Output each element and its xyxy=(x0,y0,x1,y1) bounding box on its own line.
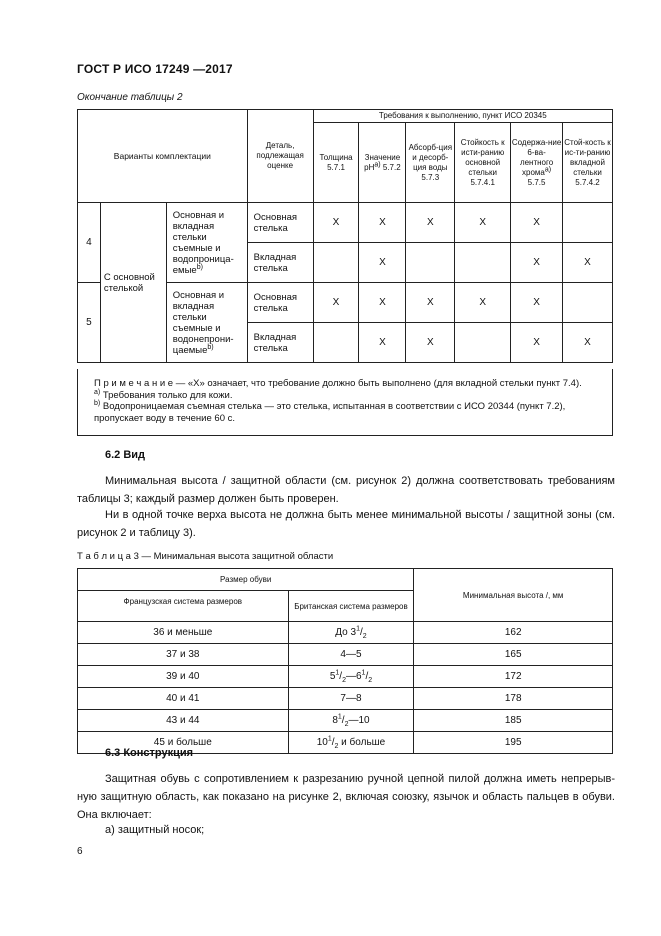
min-height: 165 xyxy=(414,644,613,666)
mark-cell: X xyxy=(406,323,455,363)
col-variants-header: Варианты комплектации xyxy=(78,110,248,203)
min-height: 195 xyxy=(414,732,613,754)
mark-cell: X xyxy=(359,203,406,243)
mark-cell xyxy=(455,323,511,363)
note-b: $^{b)}$ Водопроницаемая съемная стелька — это стелька, испытанная в соответствии с ИСО 20344 (пункт 7.2), пропускает воду в течение 60 с. xyxy=(94,399,566,424)
french-size: 39 и 40 xyxy=(78,666,289,688)
detail-label: Вкладная стелька xyxy=(247,323,313,363)
size-header: Размер обуви xyxy=(78,569,414,591)
req-col-water: Абсорб-ция и десорб-ция воды 5.7.3 xyxy=(406,123,455,203)
table-row xyxy=(78,666,613,688)
table2-note xyxy=(77,369,613,436)
french-size: 45 и больше xyxy=(78,732,289,754)
col-detail-header: Деталь, подлежащая оценке xyxy=(247,110,313,203)
french-size: 36 и меньше xyxy=(78,622,289,644)
req-col-abrasion-main: Стойкость к исти-ранию основной стельки 5.7.4.1 xyxy=(455,123,511,203)
document-header: ГОСТ Р ИСО 17249 —2017 xyxy=(77,62,233,76)
mark-cell: X xyxy=(563,243,613,283)
mark-cell xyxy=(313,243,359,283)
table3-caption: Т а б л и ц а 3 — Минимальная высота защитной области xyxy=(77,551,334,562)
mark-cell: X xyxy=(359,243,406,283)
min-height: 185 xyxy=(414,710,613,732)
section-6-3-paragraph-1: Защитная обувь с сопротивлением к разрезанию ручной цепной пилой должна иметь непрерыв-ную защитную область, как показано на рисунке 2, включая союзку, язычок и область пальцев в обуви. Она включает: xyxy=(77,773,615,821)
mark-cell: X xyxy=(511,283,563,323)
note-a: $^{а)}$ Требования только для кожи. xyxy=(94,388,233,401)
british-size: $5^1/_2—6^1/_2$ xyxy=(288,666,414,688)
french-size-header: Французская система размеров xyxy=(78,591,289,622)
min-height: 162 xyxy=(414,622,613,644)
british-size: До $3^1/_2$ xyxy=(288,622,414,644)
mark-cell: X xyxy=(511,323,563,363)
variant-number: 4 xyxy=(78,203,101,283)
note-main: П р и м е ч а н и е — «X» означает, что требование должно быть выполнено (для вкладной стельки пункт 7.4). xyxy=(94,378,582,389)
group-label: С основной стелькой xyxy=(100,203,166,363)
req-col-ph: Значение $pH^{а)}$ 5.7.2 xyxy=(359,123,406,203)
table-row xyxy=(78,644,613,666)
mark-cell: X xyxy=(455,203,511,243)
french-size: 40 и 41 xyxy=(78,688,289,710)
table-row xyxy=(78,203,613,243)
mark-cell xyxy=(455,243,511,283)
variant-number: 5 xyxy=(78,283,101,363)
detail-label: Вкладная стелька xyxy=(247,243,313,283)
detail-label: Основная стелька xyxy=(247,283,313,323)
mark-cell: X xyxy=(359,323,406,363)
french-size: 37 и 38 xyxy=(78,644,289,666)
british-size: $10^1/_2$ и больше xyxy=(288,732,414,754)
min-height: 178 xyxy=(414,688,613,710)
table2 xyxy=(77,109,613,363)
mark-cell xyxy=(313,323,359,363)
min-height: 172 xyxy=(414,666,613,688)
mark-cell: X xyxy=(563,323,613,363)
section-6-3-title: 6.3 Конструкция xyxy=(105,747,194,759)
british-size: 4—5 xyxy=(288,644,414,666)
min-height-header: Минимальная высота /, мм xyxy=(414,569,613,622)
mark-cell: X xyxy=(511,243,563,283)
requirements-header: Требования к выполнению, пункт ИСО 20345 xyxy=(313,110,612,123)
mark-cell xyxy=(406,243,455,283)
section-6-2-title: 6.2 Вид xyxy=(105,449,146,461)
req-col-thickness: Толщина 5.7.1 xyxy=(313,123,359,203)
table-row xyxy=(78,710,613,732)
mark-cell xyxy=(563,203,613,243)
british-size: 7—8 xyxy=(288,688,414,710)
variant-description: Основная и вкладная стельки съемные и водопроница-емые$^{b)}$ xyxy=(166,203,247,283)
req-col-abrasion-insert: Стой-кость к ис-ти-ранию вкладной стельки 5.7.4.2 xyxy=(563,123,613,203)
table3 xyxy=(77,568,613,754)
table2-caption: Окончание таблицы 2 xyxy=(77,92,183,103)
section-6-2-paragraph-2: Ни в одной точке верха высота не должна быть менее минимальной высоты / защитной зоны (см. рисунок 2 и таблицу 3). xyxy=(77,509,615,539)
mark-cell: X xyxy=(359,283,406,323)
detail-label: Основная стелька xyxy=(247,203,313,243)
mark-cell: X xyxy=(455,283,511,323)
mark-cell: X xyxy=(313,283,359,323)
req-col-chromium: Содержа-ние 6-ва-лентного хрома$^{а)}$ 5.7.5 xyxy=(511,123,563,203)
french-size: 43 и 44 xyxy=(78,710,289,732)
british-size: $8^1/_2—10$ xyxy=(288,710,414,732)
mark-cell: X xyxy=(406,283,455,323)
table-row xyxy=(78,688,613,710)
section-6-3-item-a: а) защитный носок; xyxy=(105,824,205,836)
british-size-header: Британская система размеров xyxy=(288,591,414,622)
mark-cell: X xyxy=(313,203,359,243)
mark-cell xyxy=(563,283,613,323)
mark-cell: X xyxy=(406,203,455,243)
section-6-2-paragraph-1: Минимальная высота / защитной области (см. рисунок 2) должна соответствовать требованиям таблицы 3; каждый размер должен быть проверен. xyxy=(77,475,615,505)
page-number: 6 xyxy=(77,846,83,857)
mark-cell: X xyxy=(511,203,563,243)
variant-description: Основная и вкладная стельки съемные и водонепрони-цаемые$^{b)}$ xyxy=(166,283,247,363)
table-row xyxy=(78,622,613,644)
